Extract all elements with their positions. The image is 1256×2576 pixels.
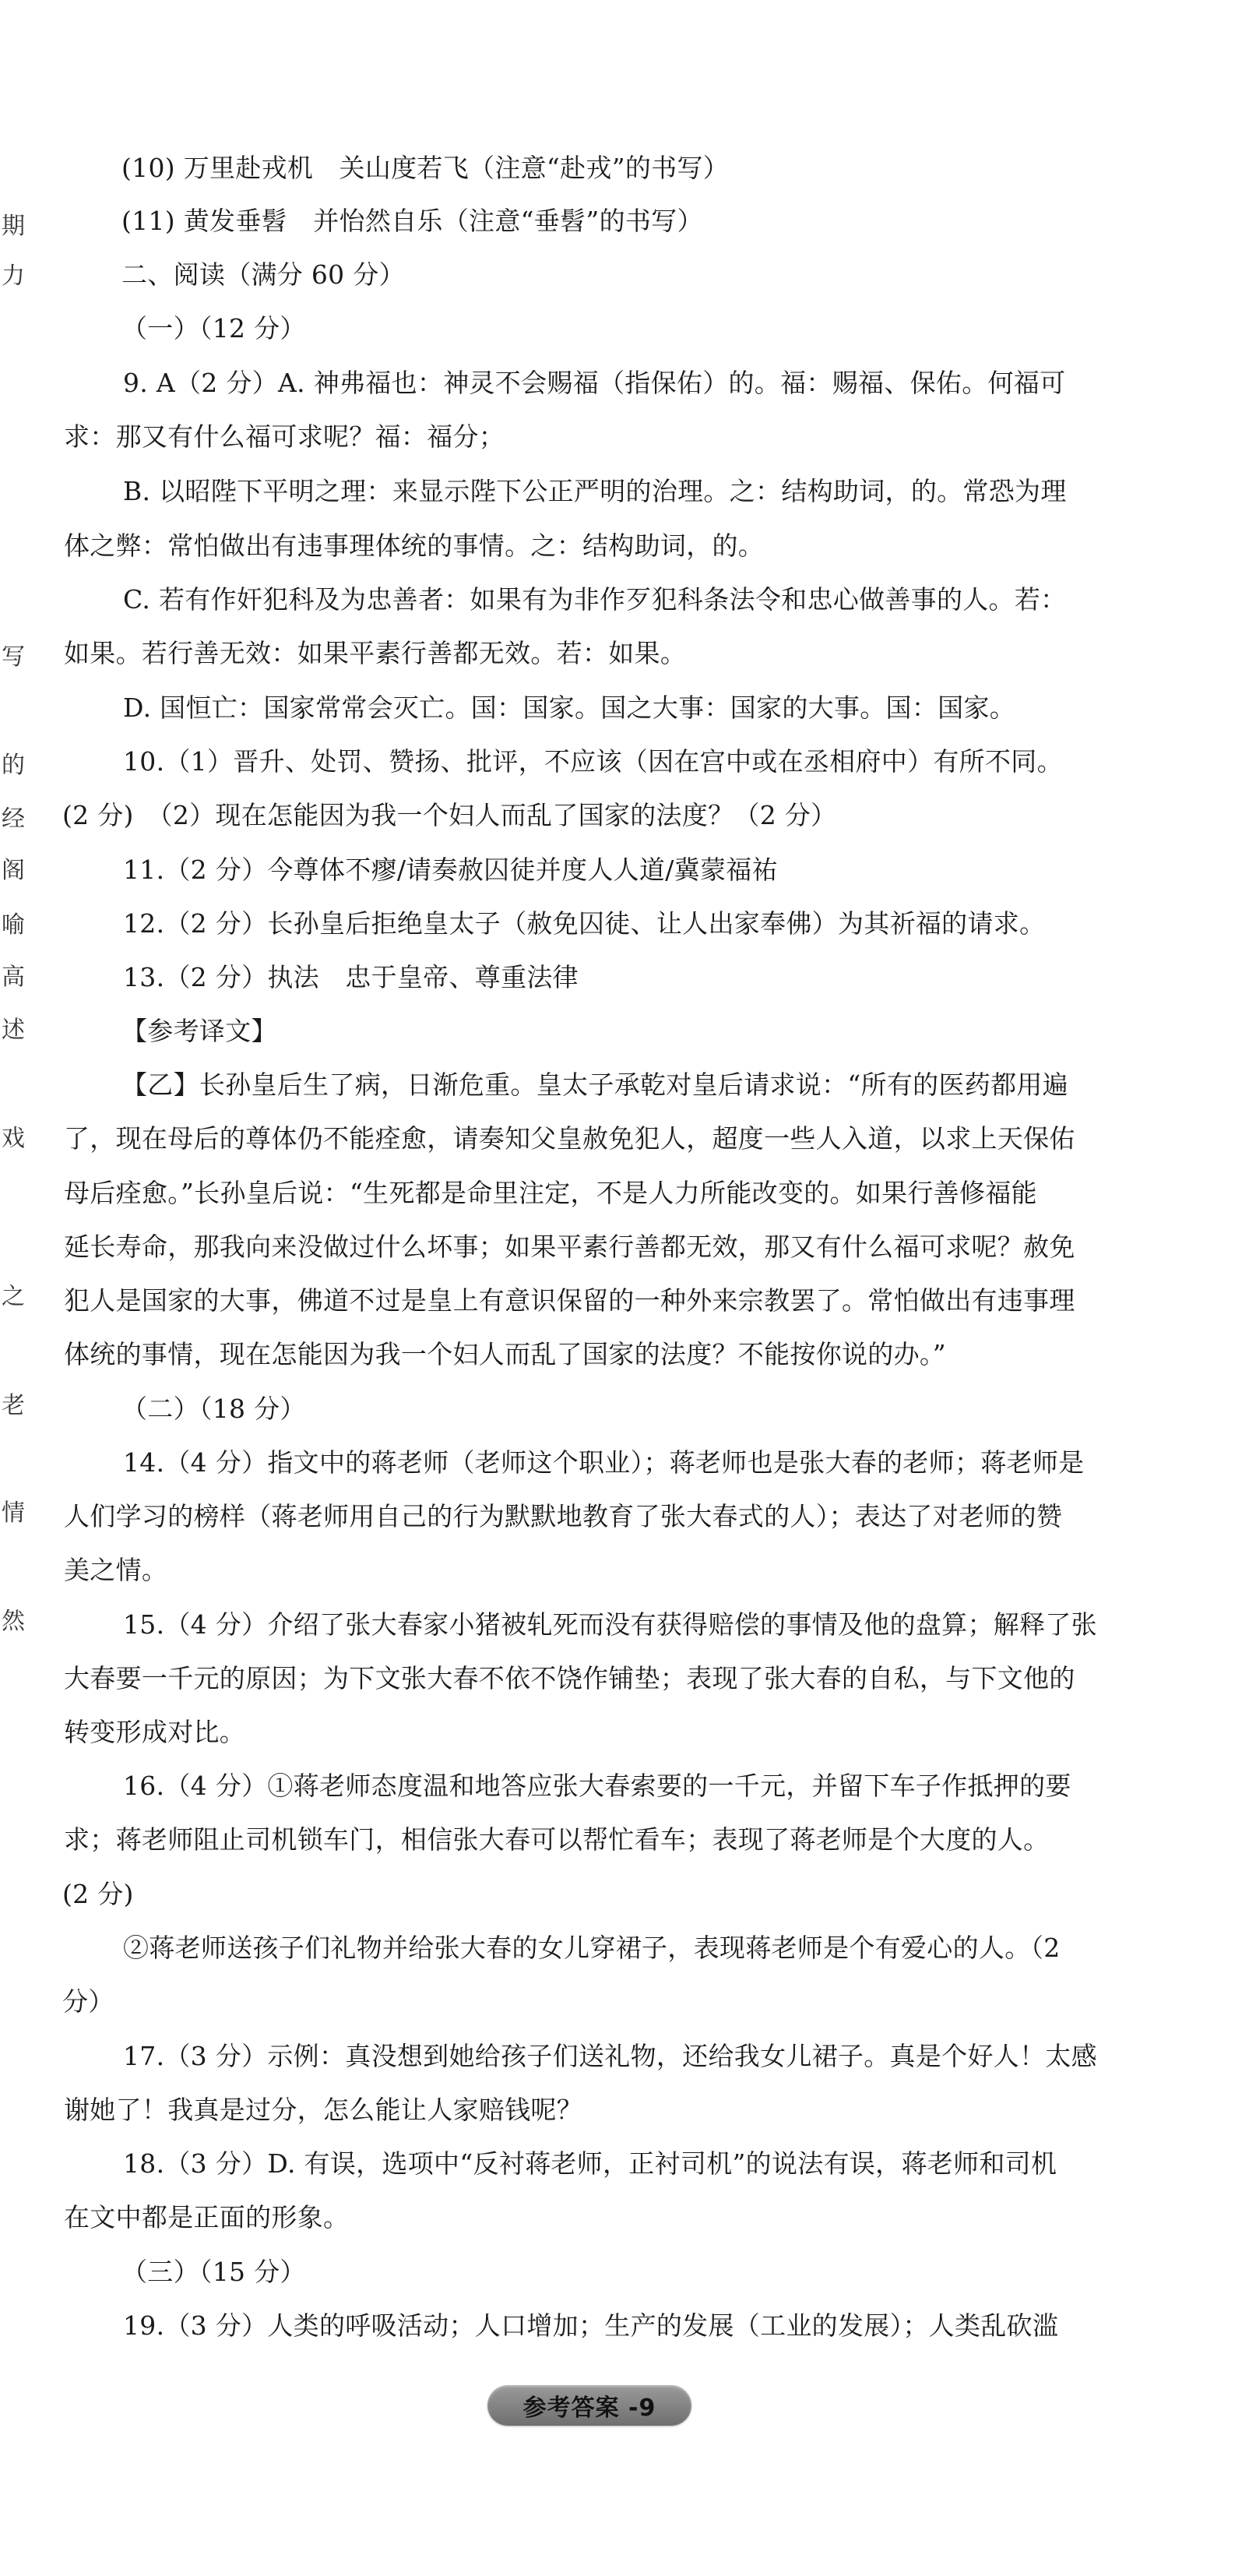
margin-char: 之 [2,1283,25,1310]
answer-line-15q-cont: 转变形成对比。 [64,1717,246,1747]
answer-line-9b: B. 以昭陛下平明之理：来显示陛下公正严明的治理。之：结构助词，的。常恐为理 [123,476,1067,506]
subsection-heading-2: （二）（18 分） [121,1394,306,1424]
translation-line: 犯人是国家的大事，佛道不过是皇上有意识保留的一种外来宗教罢了。常怕做出有违事理 [64,1285,1075,1316]
margin-char: 阁 [2,857,25,884]
margin-char: 戏 [2,1125,25,1152]
margin-char: 高 [2,964,25,991]
margin-char: 情 [2,1499,25,1527]
answer-line-17q-cont: 谢她了！我真是过分，怎么能让人家赔钱呢？ [64,2095,582,2125]
answer-line-11: (11) 黄发垂髫 并怡然自乐（注意“垂髫”的书写） [121,206,703,236]
answer-line-9a-cont: 求：那又有什么福可求呢？福：福分； [64,421,505,452]
margin-char: 然 [2,1608,25,1635]
subsection-heading-3: （三）（15 分） [121,2257,306,2287]
answer-line-11q: 11.（2 分）今尊体不瘳/请奏赦囚徒并度人人道/冀蒙福祐 [123,855,778,885]
margin-char: 的 [2,752,25,779]
answer-line-10: (10) 万里赴戎机 关山度若飞（注意“赴戎”的书写） [121,153,730,183]
answer-line-14q-cont: 美之情。 [64,1555,168,1585]
answer-line-16q-cont: 求；蒋老师阻止司机锁车门，相信张大春可以帮忙看车；表现了蒋老师是个大度的人。 [64,1824,1050,1855]
answer-line-16q: 16.（4 分）①蒋老师态度温和地答应张大春索要的一千元，并留下车子作抵押的要 [123,1771,1071,1801]
answer-line-14q: 14.（4 分）指文中的蒋老师（老师这个职业）；蒋老师也是张大春的老师；蒋老师是 [123,1447,1085,1478]
translation-line: 延长寿命，那我向来没做过什么坏事；如果平素行善都无效，那又有什么福可求呢？赦免 [64,1232,1075,1262]
translation-line: 了，现在母后的尊体仍不能痊愈，请奏知父皇赦免犯人，超度一些人入道，以求上天保佑 [64,1123,1075,1154]
translation-line: 【乙】长孙皇后生了病，日渐危重。皇太子承乾对皇后请求说：“所有的医药都用遍 [121,1070,1068,1100]
margin-char: 述 [2,1017,25,1044]
margin-char: 喻 [2,911,25,939]
answer-line-15q: 15.（4 分）介绍了张大春家小猪被轧死而没有获得赔偿的事情及他的盘算；解释了张 [123,1609,1097,1640]
answer-line-9d: D. 国恒亡：国家常常会灭亡。国：国家。国之大事：国家的大事。国：国家。 [123,692,1016,723]
answer-line-9c-cont: 如果。若行善无效：如果平素行善都无效。若：如果。 [64,638,687,668]
answer-line-18q-cont: 在文中都是正面的形象。 [64,2202,350,2232]
margin-char: 写 [2,643,25,671]
answer-line-12q: 12.（2 分）长孙皇后拒绝皇太子（赦免囚徒、让人出家奉佛）为其祈福的请求。 [123,908,1046,939]
subsection-heading-1: （一）（12 分） [121,313,306,344]
margin-char: 老 [2,1392,25,1419]
section-heading-reading: 二、阅读（满分 60 分） [121,259,405,290]
answer-line-10q: 10.（1）晋升、处罚、赞扬、批评，不应该（因在宫中或在丞相府中）有所不同。 [123,746,1063,777]
translation-line: 体统的事情，现在怎能因为我一个妇人而乱了国家的法度？不能按你说的办。” [64,1339,946,1369]
answer-line-13q: 13.（2 分）执法 忠于皇帝、尊重法律 [123,962,579,992]
answer-line-16q-2: ②蒋老师送孩子们礼物并给张大春的女儿穿裙子，表现蒋老师是个有爱心的人。（2 [123,1933,1061,1963]
page-number-badge [487,2385,691,2426]
margin-char: 力 [2,263,25,290]
answer-line-17q: 17.（3 分）示例：真没想到她给孩子们送礼物，还给我女儿裙子。真是个好人！太感 [123,2041,1097,2071]
answer-line-9b-cont: 体之弊：常怕做出有违事理体统的事情。之：结构助词，的。 [64,530,765,561]
answer-line-16q-cont: (2 分) [62,1879,134,1909]
answer-line-16q-2-cont: 分） [62,1986,114,2017]
translation-heading: 【参考译文】 [121,1016,277,1046]
answer-line-15q-cont: 大春要一千元的原因；为下文张大春不依不饶作铺垫；表现了张大春的自私，与下文他的 [64,1663,1075,1693]
margin-char: 经 [2,805,25,833]
translation-line: 母后痊愈。”长孙皇后说：“生死都是命里注定，不是人力所能改变的。如果行善修福能 [64,1178,1037,1208]
margin-char: 期 [2,213,25,240]
answer-line-18q: 18.（3 分）D. 有误，选项中“反衬蒋老师，正衬司机”的说法有误，蒋老师和司机 [123,2148,1057,2179]
page-number-label: 参考答案 -9 [522,2395,656,2422]
answer-line-9c: C. 若有作奸犯科及为忠善者：如果有为非作歹犯科条法令和忠心做善事的人。若： [123,584,1067,615]
answer-line-14q-cont: 人们学习的榜样（蒋老师用自己的行为默默地教育了张大春式的人）；表达了对老师的赞 [64,1501,1063,1531]
answer-line-10q-cont: (2 分) （2）现在怎能因为我一个妇人而乱了国家的法度？（2 分） [62,800,837,830]
answer-line-19q: 19.（3 分）人类的呼吸活动；人口增加；生产的发展（工业的发展）；人类乱砍滥 [123,2310,1059,2341]
answer-line-9a: 9. A（2 分）A. 神弗福也：神灵不会赐福（指保佑）的。福：赐福、保佑。何福可 [123,368,1066,398]
